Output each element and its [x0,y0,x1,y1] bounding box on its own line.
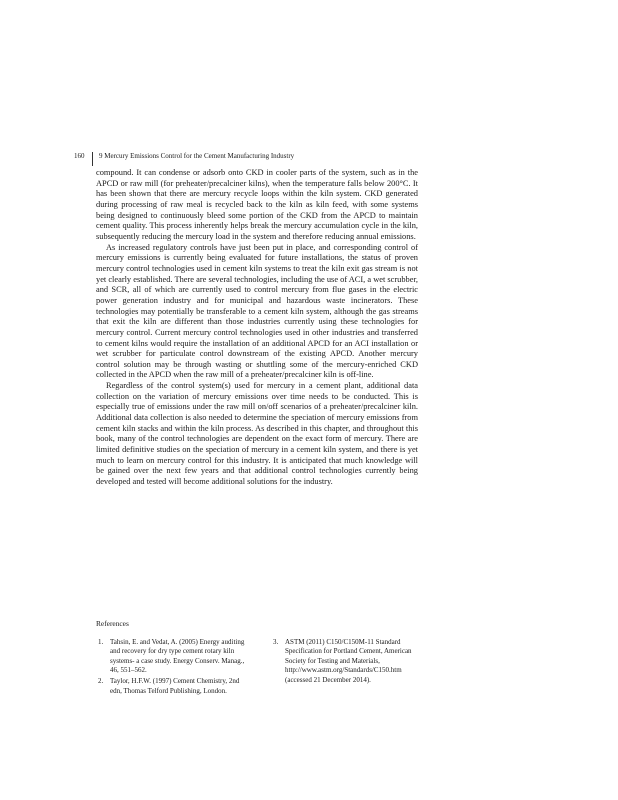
body-paragraph: compound. It can condense or adsorb onto CKD in cooler parts of the system, such as in the APCD or raw mill (for preheater/precalciner kilns), when the temperature falls below 200°C. It has been shown that there are mercury recycle loops within the kiln system. CKD generated during processing of raw meal is recycled back to the kiln as kiln feed, with some systems being designed to continuously bleed some portion of the CKD from the APCD to maintain cement quality. This process inherently helps break the mercury accumulation cycle in the kiln, subsequently reducing the mercury load in the system and therefore reducing annual emissions. [96,168,418,241]
body-paragraph: As increased regulatory controls have just been put in place, and corresponding control of mercury emissions is currently being evaluated for future installations, the status of proven mercury control technologies used in cement kiln systems to treat the kiln exit gas stream is not yet clearly established. There are several technologies, including the use of ACI, a wet scrubber, and SCR, all of which are currently used to control mercury from flue gases in the electric power generation industry and for municipal and hazardous waste incinerators. These technologies may potentially be transferable to a cement kiln system, although the gas streams that exit the kiln are different than those industries currently using these technologies for mercury control. Current mercury control technologies used in other industries and transferred to cement kilns would require the installation of an additional APCD for an ACI installation or wet scrubber for particulate control downstream of the existing APCD. Another mercury control solution may be through wasting or shuttling some of the mercury-enriched CKD collected in the APCD when the raw mill of a preheater/precalciner kiln is off-line. [96,242,418,380]
reference-text: ASTM (2011) C150/C150M-11 Standard Specification for Portland Cement, American Society for Testing and Materials, http://www.astm.org/Standards/C150.htm (accessed 21 December 2014). [285,637,412,684]
reference-number: 3. [273,637,279,646]
reference-text: Taylor, H.F.W. (1997) Cement Chemistry, 2nd edn, Thomas Telford Publishing, London. [110,676,240,695]
references-section [96,619,426,697]
reference-item [96,677,251,696]
reference-number: 2. [98,676,104,685]
reference-item [96,638,251,676]
references-right-column [271,638,426,698]
references-left-column [96,638,251,698]
header-divider [92,152,93,166]
reference-text: Tahsin, E. and Vedat, A. (2005) Energy auditing and recovery for dry type cement rotary kiln systems- a case study. Energy Conserv. Manag., 46, 551–562. [110,637,245,675]
references-heading: References [96,619,129,628]
body-paragraph: Regardless of the control system(s) used for mercury in a cement plant, additional data collection on the variation of mercury emissions over time needs to be conducted. This is especially true of emissions under the raw mill on/off scenarios of a preheater/precalciner kiln. Additional data collection is also needed to determine the speciation of mercury emissions from cement kiln stacks and within the kiln process. As described in this chapter, and throughout this book, many of the control technologies are dependent on the exact form of mercury. There are limited definitive studies on the speciation of mercury in a cement kiln system, and there is yet much to learn on mercury control for this industry. It is anticipated that much knowledge will be gained over the next few years and that additional control technologies currently being developed and tested will become additional solutions for the industry. [96,381,418,487]
reference-number: 1. [98,637,104,646]
reference-item [271,638,426,686]
body-text [96,168,418,488]
running-head-title: 9 Mercury Emissions Control for the Cement Manufacturing Industry [99,152,295,160]
running-header [74,152,294,166]
references-columns [96,638,426,698]
page-number: 160 [74,152,85,160]
